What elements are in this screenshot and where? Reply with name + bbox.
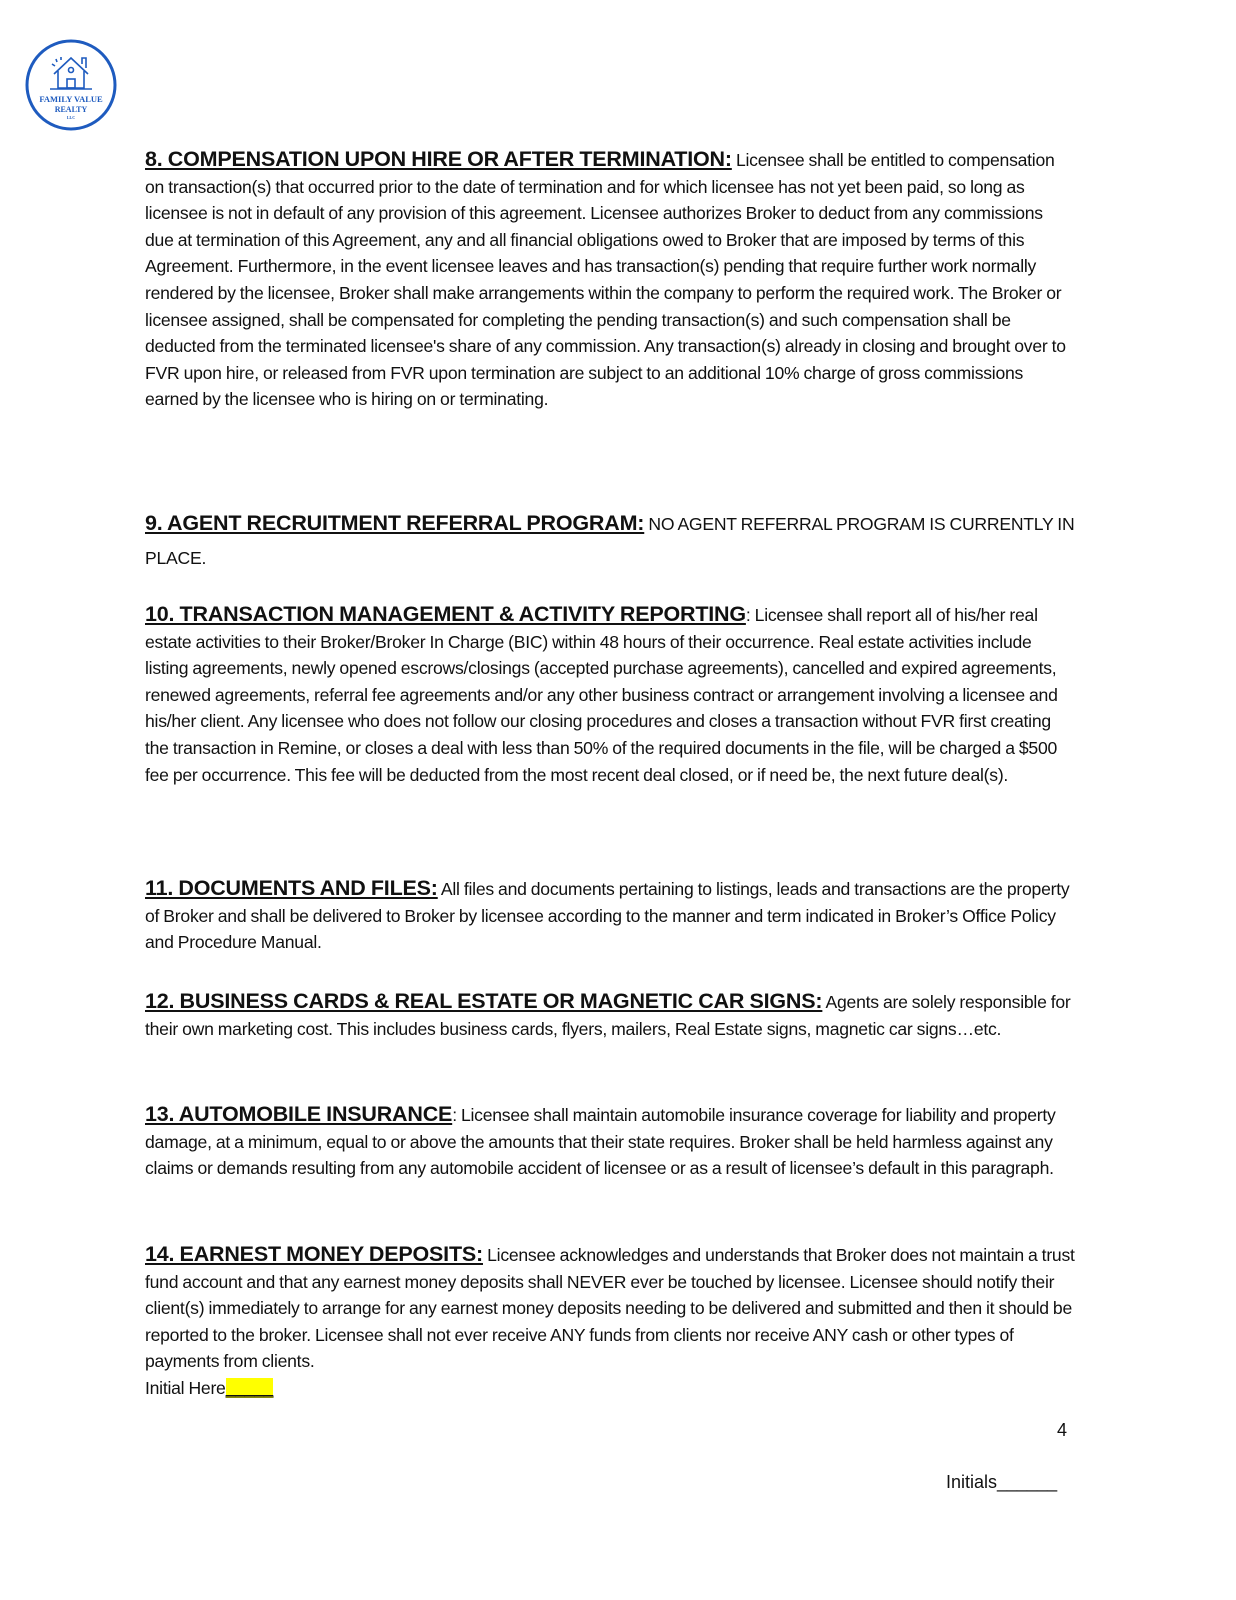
section-body: : Licensee shall report all of his/her real estate activities to their Broker/Broker In Charge (BIC) within 48 hours of their occurrence. Real estate activities include listing agreements, newly opened escrows/closings (accepted purchase agreements), cancelled and expired agreements, renewed agreements, referral fee agreements and/or any other business contract or arrangement involving a licensee and his/her client. Any licensee who does not follow our closing procedures and closes a transaction without FVR first creating the transaction in Remine, or closes a deal with less than 50% of the required documents in the file, will be charged a $500 fee per occurrence. This fee will be deducted from the most recent deal closed, or if need be, the next future deal(s). <box>145 605 1058 785</box>
section-12-business-cards <box>145 988 1075 1042</box>
section-paragraph <box>145 601 1075 788</box>
section-heading: 14. EARNEST MONEY DEPOSITS: <box>145 1242 483 1266</box>
house-logo-icon <box>24 38 118 132</box>
section-13-automobile-insurance <box>145 1101 1075 1182</box>
section-paragraph <box>145 506 1075 575</box>
svg-text:REALTY: REALTY <box>54 105 88 114</box>
section-11-documents-files <box>145 875 1075 956</box>
section-body: Licensee shall be entitled to compensation on transaction(s) that occurred prior to the date of termination and for which licensee has not yet been paid, so long as licensee is not in default of any provision of this agreement. Licensee authorizes Broker to deduct from any commissions due at termination of this Agreement, any and all financial obligations owed to Broker that are imposed by terms of this Agreement. Furthermore, in the event licensee leaves and has transaction(s) pending that require further work normally rendered by the licensee, Broker shall make arrangements within the company to perform the required work. The Broker or licensee assigned, shall be compensated for completing the pending transaction(s) and such compensation shall be deducted from the terminated licensee's share of any commission. Any transaction(s) already in closing and brought over to FVR upon hire, or released from FVR upon termination are subject to an additional 10% charge of gross commissions earned by the licensee who is hiring on or terminating. <box>145 150 1066 410</box>
initials-field[interactable]: Initials______ <box>946 1472 1058 1492</box>
section-body: NO AGENT REFERRAL PROGRAM IS CURRENTLY IN PLACE. <box>145 514 1075 568</box>
section-body: Agents are solely responsible for their own marketing cost. This includes business cards, flyers, mailers, Real Estate signs, magnetic car signs…etc. <box>145 992 1071 1039</box>
svg-text:FAMILY VALUE: FAMILY VALUE <box>39 94 103 104</box>
section-paragraph <box>145 988 1075 1042</box>
section-heading: 13. AUTOMOBILE INSURANCE <box>145 1102 453 1126</box>
initial-here-field[interactable]: _____ <box>225 1377 274 1398</box>
section-paragraph <box>145 875 1075 956</box>
section-body: Licensee acknowledges and understands that Broker does not maintain a trust fund account and that any earnest money deposits shall NEVER ever be touched by licensee. Licensee should notify their client(s) immediately to arrange for any earnest money deposits needing to be delivered and submitted and then it should be reported to the broker. Licensee shall not ever receive ANY funds from clients nor receive ANY cash or other types of payments from clients. <box>145 1245 1075 1372</box>
section-9-referral-program <box>145 506 1075 575</box>
svg-text:LLC: LLC <box>66 115 76 120</box>
section-paragraph <box>145 146 1075 413</box>
section-heading: 12. BUSINESS CARDS & REAL ESTATE OR MAGNETIC CAR SIGNS: <box>145 989 823 1013</box>
section-paragraph <box>145 1241 1075 1402</box>
section-heading: 10. TRANSACTION MANAGEMENT & ACTIVITY REPORTING <box>145 602 746 626</box>
company-logo <box>24 38 118 132</box>
initial-here-label: Initial Here <box>145 1377 226 1398</box>
section-paragraph <box>145 1101 1075 1182</box>
page-number: 4 <box>1057 1420 1068 1440</box>
section-heading: 11. DOCUMENTS AND FILES: <box>145 876 438 900</box>
section-body: : Licensee shall maintain automobile insurance coverage for liability and property damage, at a minimum, equal to or above the amounts that their state requires. Broker shall be held harmless against any claims or demands resulting from any automobile accident of licensee or as a result of licensee’s default in this paragraph. <box>145 1105 1056 1179</box>
section-14-earnest-money <box>145 1241 1075 1402</box>
section-8-compensation <box>145 146 1075 413</box>
section-10-transaction-management <box>145 601 1075 788</box>
section-heading: 9. AGENT RECRUITMENT REFERRAL PROGRAM: <box>145 511 645 535</box>
section-body: All files and documents pertaining to listings, leads and transactions are the property of Broker and shall be delivered to Broker by licensee according to the manner and term indicated in Broker’s Office Policy and Procedure Manual. <box>145 879 1070 953</box>
section-heading: 8. COMPENSATION UPON HIRE OR AFTER TERMINATION: <box>145 147 732 171</box>
